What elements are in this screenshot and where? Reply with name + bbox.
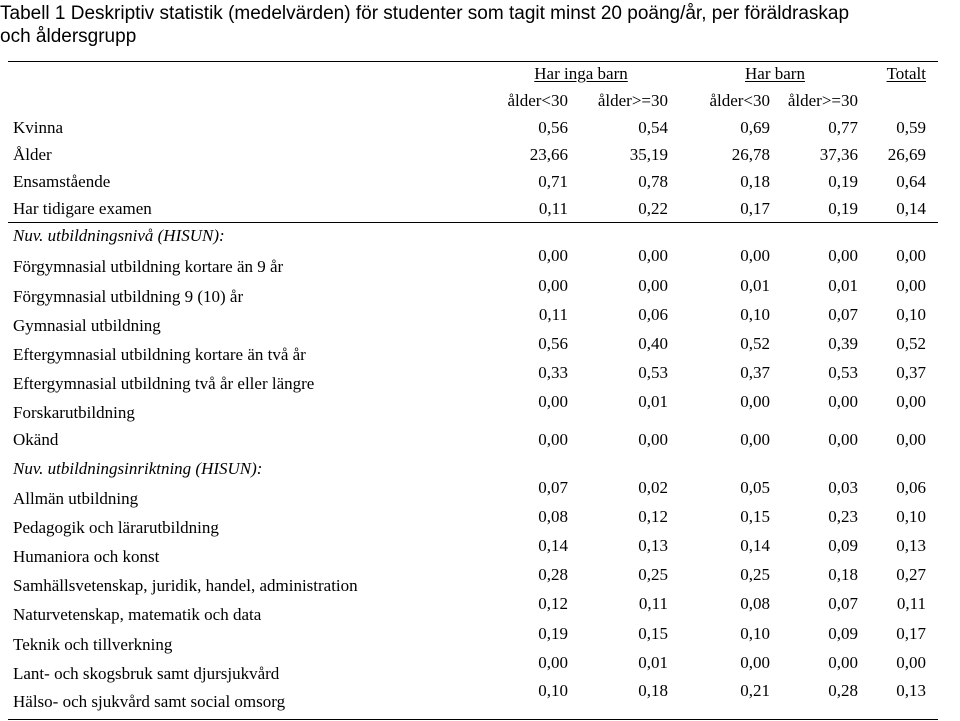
column-sub-header: ålder>=30 <box>787 91 858 110</box>
table-cell: 0,14 <box>740 536 770 555</box>
row-label: Naturvetenskap, matematik och data <box>13 605 262 624</box>
table-cell: 0,37 <box>740 363 770 382</box>
table-cell: 0,01 <box>828 276 858 295</box>
table-cell: 0,33 <box>538 363 568 382</box>
table-cell: 0,00 <box>896 392 926 411</box>
table-cell: 0,25 <box>740 565 770 584</box>
row-label: Eftergymnasial utbildning kortare än två år <box>13 345 306 364</box>
table-cell: 0,19 <box>828 199 858 218</box>
table-bottom-rule <box>8 719 938 720</box>
table-cell: 0,06 <box>638 305 668 324</box>
table-cell: 0,00 <box>538 246 568 265</box>
section-heading: Nuv. utbildningsinriktning (HISUN): <box>13 459 263 478</box>
table-cell: 0,00 <box>896 653 926 672</box>
table-cell: 0,00 <box>740 430 770 449</box>
table-cell: 0,00 <box>828 392 858 411</box>
table-cell: 0,10 <box>538 681 568 700</box>
table-cell: 0,06 <box>896 478 926 497</box>
table-cell: 0,53 <box>638 363 668 382</box>
table-cell: 26,69 <box>887 145 926 164</box>
table-cell: 0,00 <box>538 653 568 672</box>
row-label: Ensamstående <box>13 172 111 191</box>
table-cell: 0,07 <box>828 594 858 613</box>
column-sub-header: ålder>=30 <box>597 91 668 110</box>
row-label: Allmän utbildning <box>13 489 139 508</box>
table-cell: 0,03 <box>828 478 858 497</box>
table-cell: 0,12 <box>638 507 668 526</box>
table-cell: 0,18 <box>638 681 668 700</box>
table-cell: 0,37 <box>896 363 926 382</box>
row-label: Humaniora och konst <box>13 547 160 566</box>
table-cell: 37,36 <box>819 145 858 164</box>
table-cell: 0,08 <box>740 594 770 613</box>
table-cell: 0,00 <box>896 276 926 295</box>
table-cell: 0,40 <box>638 334 668 353</box>
table-cell: 0,00 <box>828 430 858 449</box>
table-cell: 0,13 <box>638 536 668 555</box>
row-label: Kvinna <box>13 118 64 137</box>
row-label: Samhällsvetenskap, juridik, handel, administration <box>13 576 358 595</box>
table-cell: 0,18 <box>828 565 858 584</box>
row-label: Teknik och tillverkning <box>13 635 173 654</box>
table-cell: 0,27 <box>896 565 926 584</box>
table-cell: 0,00 <box>740 246 770 265</box>
table-cell: 0,10 <box>740 624 770 643</box>
column-sub-header: ålder<30 <box>507 91 568 110</box>
table-cell: 0,12 <box>538 594 568 613</box>
table-cell: 0,11 <box>538 305 568 324</box>
table-cell: 0,15 <box>740 507 770 526</box>
table-cell: 0,10 <box>896 305 926 324</box>
row-label: Förgymnasial utbildning kortare än 9 år <box>13 257 284 276</box>
column-sub-header: ålder<30 <box>709 91 770 110</box>
table-cell: 0,09 <box>828 624 858 643</box>
table-cell: 0,56 <box>538 334 568 353</box>
table-cell: 0,56 <box>538 118 568 137</box>
row-label: Pedagogik och lärarutbildning <box>13 518 219 537</box>
row-label: Ålder <box>13 145 52 164</box>
table-cell: 0,19 <box>828 172 858 191</box>
table-header-rule <box>8 222 938 223</box>
table-title-line-2: och åldersgrupp <box>0 26 137 47</box>
row-label: Eftergymnasial utbildning två år eller längre <box>13 374 315 393</box>
table-cell: 0,13 <box>896 536 926 555</box>
table-cell: 0,00 <box>638 430 668 449</box>
table-cell: 0,18 <box>740 172 770 191</box>
table-cell: 0,22 <box>638 199 668 218</box>
row-label: Gymnasial utbildning <box>13 316 161 335</box>
table-cell: 0,01 <box>740 276 770 295</box>
table-cell: 0,77 <box>828 118 858 137</box>
table-cell: 0,10 <box>896 507 926 526</box>
table-cell: 0,39 <box>828 334 858 353</box>
table-cell: 0,64 <box>896 172 926 191</box>
table-cell: 0,00 <box>740 392 770 411</box>
table-cell: 0,00 <box>896 430 926 449</box>
table-cell: 0,17 <box>740 199 770 218</box>
table-cell: 0,00 <box>740 653 770 672</box>
table-cell: 0,21 <box>740 681 770 700</box>
table-cell: 0,53 <box>828 363 858 382</box>
table-cell: 0,00 <box>638 276 668 295</box>
table-cell: 0,52 <box>740 334 770 353</box>
column-group-header: Har inga barn <box>534 64 628 83</box>
table-cell: 26,78 <box>731 145 770 164</box>
row-label: Har tidigare examen <box>13 199 152 218</box>
table-cell: 0,00 <box>538 430 568 449</box>
table-cell: 0,71 <box>538 172 568 191</box>
table-cell: 0,05 <box>740 478 770 497</box>
row-label: Okänd <box>13 430 59 449</box>
table-cell: 0,00 <box>538 392 568 411</box>
table-cell: 0,17 <box>896 624 926 643</box>
table-cell: 0,78 <box>638 172 668 191</box>
table-cell: 0,10 <box>740 305 770 324</box>
section-heading: Nuv. utbildningsnivå (HISUN): <box>13 226 225 245</box>
table-cell: 0,19 <box>538 624 568 643</box>
table-cell: 0,09 <box>828 536 858 555</box>
table-cell: 23,66 <box>529 145 568 164</box>
table-cell: 0,11 <box>638 594 668 613</box>
table-cell: 0,52 <box>896 334 926 353</box>
table-cell: 0,07 <box>538 478 568 497</box>
column-group-header: Har barn <box>745 64 805 83</box>
table-cell: 0,15 <box>638 624 668 643</box>
table-title-line-1: Tabell 1 Deskriptiv statistik (medelvärden) för studenter som tagit minst 20 poäng/år, per föräldraskap <box>0 3 850 24</box>
table-cell: 0,23 <box>828 507 858 526</box>
table-cell: 0,01 <box>638 392 668 411</box>
row-label: Lant- och skogsbruk samt djursjukvård <box>13 664 280 683</box>
table-cell: 0,00 <box>828 653 858 672</box>
table-cell: 35,19 <box>629 145 668 164</box>
column-group-header: Totalt <box>886 64 926 83</box>
table-cell: 0,01 <box>638 653 668 672</box>
table-cell: 0,00 <box>638 246 668 265</box>
table-cell: 0,02 <box>638 478 668 497</box>
row-label: Hälso- och sjukvård samt social omsorg <box>13 692 286 711</box>
table-cell: 0,14 <box>896 199 926 218</box>
table-cell: 0,25 <box>638 565 668 584</box>
table-cell: 0,54 <box>638 118 668 137</box>
table-cell: 0,00 <box>896 246 926 265</box>
table-cell: 0,07 <box>828 305 858 324</box>
table-cell: 0,11 <box>538 199 568 218</box>
table-cell: 0,00 <box>828 246 858 265</box>
table-cell: 0,69 <box>740 118 770 137</box>
table-cell: 0,13 <box>896 681 926 700</box>
table-cell: 0,00 <box>538 276 568 295</box>
row-label: Forskarutbildning <box>13 403 135 422</box>
table-cell: 0,11 <box>896 594 926 613</box>
row-label: Förgymnasial utbildning 9 (10) år <box>13 287 244 306</box>
table-top-rule <box>8 61 938 62</box>
table-cell: 0,28 <box>538 565 568 584</box>
table-cell: 0,59 <box>896 118 926 137</box>
table-cell: 0,08 <box>538 507 568 526</box>
table-cell: 0,28 <box>828 681 858 700</box>
table-cell: 0,14 <box>538 536 568 555</box>
